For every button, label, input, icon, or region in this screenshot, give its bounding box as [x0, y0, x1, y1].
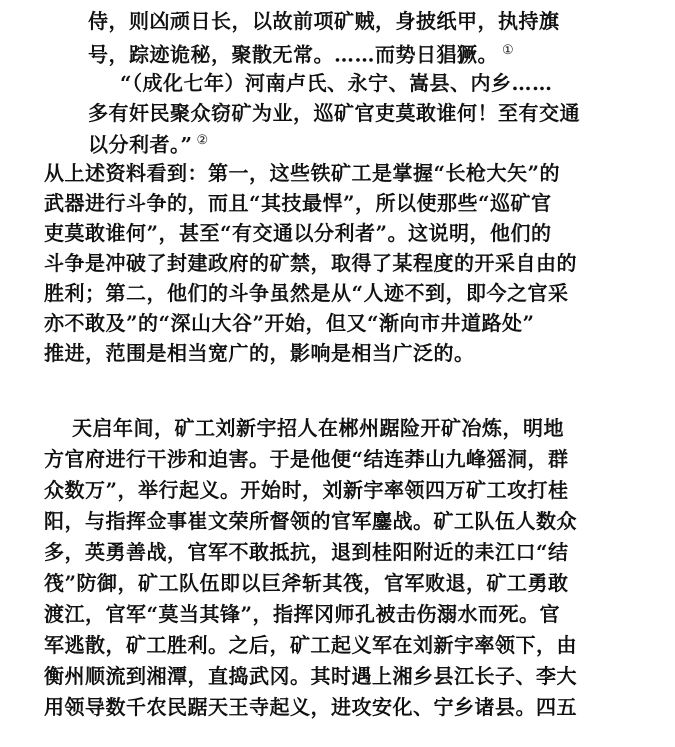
paragraph-line: 众数万”，举行起义。开始时，刘新宇率领四万矿工攻打桂 — [44, 478, 569, 502]
paragraph-line: 吏莫敢谁何”，甚至“有交通以分利者”。这说明，他们的 — [44, 221, 552, 245]
paragraph-line: 方官府进行干涉和迫害。于是他便“结连莽山九峰猺洞，群 — [44, 447, 569, 471]
paragraph-line: 渡江，官军“莫当其锋”，指挥冈师孔被击伤溺水而死。官 — [44, 602, 561, 626]
paragraph-line: 阳，与指挥佥事崔文荣所督领的官军鏖战。矿工队伍人数众 — [44, 509, 577, 533]
quote-line: 以分利者。” ② — [88, 132, 209, 157]
paragraph-line: 从上述资料看到：第一，这些铁矿工是掌握“长枪大矢”的 — [44, 161, 561, 185]
paragraph-line: 斗争是冲破了封建政府的矿禁，取得了某程度的开采自由的 — [44, 251, 577, 275]
footnote-marker: ② — [196, 133, 209, 148]
paragraph-line: 衡州顺流到湘潭，直捣武冈。其时遇上湘乡县江长子、李大 — [44, 664, 577, 688]
paragraph-line: 军逃散，矿工胜利。之后，矿工起义军在刘新宇率领下，由 — [44, 633, 577, 657]
quote-line: “（成化七年）河南卢氏、永宁、嵩县、内乡…… — [120, 71, 553, 95]
paragraph-line: 推进，范围是相当宽广的，影响是相当广泛的。 — [44, 341, 475, 365]
paragraph-line: 胜利；第二，他们的斗争虽然是从“人迹不到，即今之官采 — [44, 281, 569, 305]
footnote-marker: ① — [502, 43, 515, 58]
quote-line: 多有奸民聚众窃矿为业，巡矿官吏莫敢谁何！至有交通 — [88, 101, 580, 125]
paragraph-line: 多，英勇善战，官军不敢抵抗，退到桂阳附近的耒江口“结 — [44, 540, 569, 564]
paragraph-line: 亦不敢及”的“深山大谷”开始，但又“渐向市井道路处” — [44, 311, 535, 335]
paragraph-line: 天启年间，矿工刘新宇招人在郴州踞险开矿冶炼，明地 — [72, 416, 564, 440]
quote-line: 侍，则凶顽日长，以故前项矿贼，身披纸甲，执持旗 — [88, 9, 560, 33]
quote-line: 号，踪迹诡秘，聚散无常。……而势日猖獗。 ① — [88, 42, 515, 67]
paragraph-line: 武器进行斗争的，而且“其技最悍”，所以使那些“巡矿官 — [44, 191, 552, 215]
paragraph-line: 用领导数千农民踞天王寺起义，进攻安化、宁乡诸县。四五 — [44, 695, 577, 719]
paragraph-line: 筏”防御，矿工队伍即以巨斧斩其筏，官军败退，矿工勇敢 — [44, 571, 569, 595]
